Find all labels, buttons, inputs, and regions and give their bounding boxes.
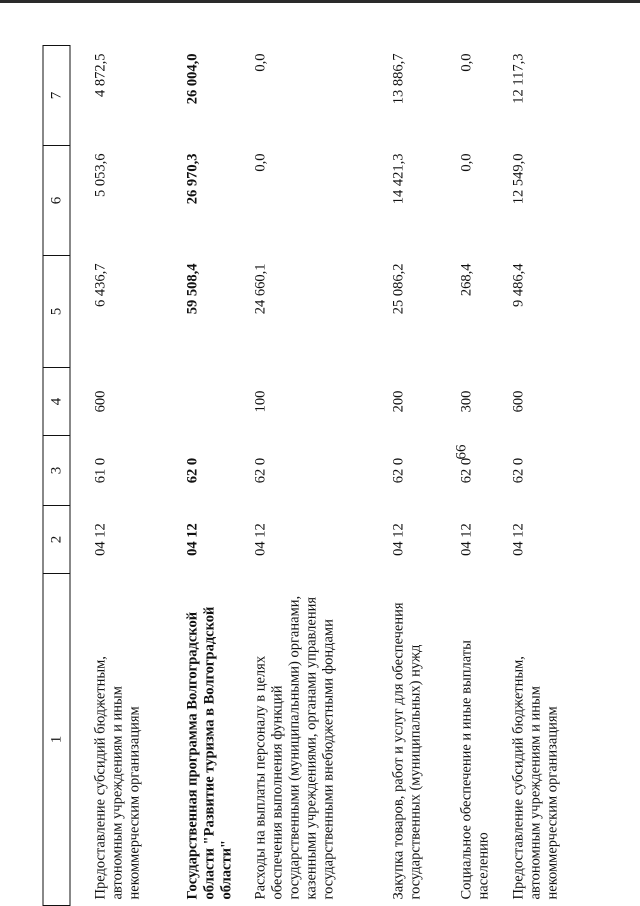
- row-value-6: 12 549,0: [510, 153, 527, 205]
- scan-top-edge: [0, 0, 640, 3]
- row-type: 200: [390, 390, 407, 413]
- header-col-7: 7: [43, 46, 70, 146]
- row-section: 04 12: [458, 523, 475, 556]
- row-value-6: 0,0: [252, 153, 269, 172]
- table-row: [179, 46, 247, 906]
- row-section: 04 12: [390, 523, 407, 556]
- header-col-5: 5: [43, 256, 70, 368]
- row-type: 600: [510, 390, 527, 413]
- row-value-7: 26 004,0: [184, 53, 201, 105]
- table-row: [247, 46, 385, 906]
- row-value-5: 25 086,2: [390, 263, 407, 315]
- row-value-5: 268,4: [458, 263, 475, 297]
- page-number: 66: [453, 444, 470, 460]
- row-section: 04 12: [510, 523, 527, 556]
- header-col-3: 3: [43, 436, 70, 506]
- row-section: 04 12: [252, 523, 269, 556]
- row-value-5: 9 486,4: [510, 263, 527, 307]
- budget-table-sheet: [43, 46, 598, 906]
- row-value-6: 14 421,3: [390, 153, 407, 205]
- row-value-7: 13 886,7: [390, 53, 407, 105]
- row-value-6: 5 053,6: [92, 153, 109, 197]
- row-name: Предоставление субсидий бюджетным, автономным учреждениям и иным некоммерческим организациям: [92, 656, 143, 900]
- row-section: 04 12: [92, 523, 109, 556]
- row-name: Социальное обеспечение и иные выплаты населению: [458, 640, 492, 900]
- row-value-6: 0,0: [458, 153, 475, 172]
- row-name: Государственная программа Волгоградской области "Развитие туризма в Волгоградской области": [184, 606, 235, 900]
- header-col-6: 6: [43, 146, 70, 256]
- header-row: [43, 46, 70, 906]
- table-row: [453, 46, 505, 906]
- table-row: [385, 46, 453, 906]
- row-value-7: 12 117,3: [510, 53, 527, 104]
- header-col-1: 1: [43, 574, 70, 906]
- row-type: 600: [92, 390, 109, 413]
- row-value-7: 0,0: [458, 53, 475, 72]
- row-target: 62 0: [184, 457, 201, 484]
- row-value-7: 0,0: [252, 53, 269, 72]
- row-section: 04 12: [184, 523, 201, 556]
- row-target: 62 0: [390, 457, 407, 484]
- budget-table: [43, 45, 597, 906]
- row-value-5: 6 436,7: [92, 263, 109, 307]
- row-target: 61 0: [92, 457, 109, 484]
- row-name: Предоставление субсидий бюджетным, автономным учреждениям и иным некоммерческим организациям: [510, 656, 561, 900]
- table-row: [505, 46, 597, 906]
- row-target: 62 0: [458, 457, 475, 484]
- row-value-6: 26 970,3: [184, 153, 201, 205]
- row-value-5: 24 660,1: [252, 263, 269, 315]
- row-value-7: 4 872,5: [92, 53, 109, 97]
- header-col-2: 2: [43, 506, 70, 574]
- row-value-5: 59 508,4: [184, 263, 201, 315]
- row-type: [179, 368, 247, 436]
- row-target: 62 0: [510, 457, 527, 484]
- table-row: [87, 46, 179, 906]
- row-type: 300: [458, 390, 475, 413]
- row-type: 100: [252, 390, 269, 413]
- header-col-4: 4: [43, 368, 70, 436]
- row-name: Расходы на выплаты персоналу в целях обеспечения выполнения функций государственными (муниципальными) органами, казенными учреждениями, органами управления государственными внебюджетными фондами: [252, 595, 337, 900]
- row-name: Закупка товаров, работ и услуг для обеспечения государственных (муниципальных) нужд: [390, 602, 424, 900]
- row-target: 62 0: [252, 457, 269, 484]
